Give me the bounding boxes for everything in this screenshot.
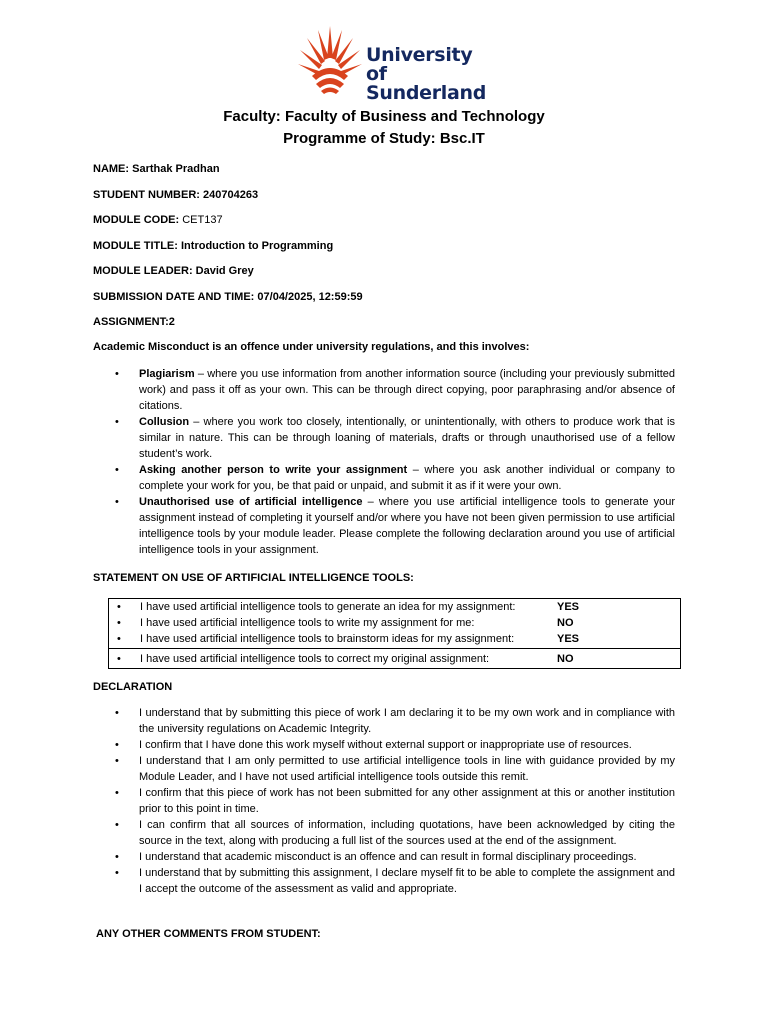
field-label: MODULE CODE: <box>93 214 180 226</box>
field-student-number <box>93 189 258 201</box>
item-term: Plagiarism <box>139 368 195 380</box>
item-text: – where you work too closely, intentionally, or unintentionally, with others to produce work that is similar in nature. This can be through loaning of materials, drafts or through unauthorised use of a fellow student’s work. <box>139 416 675 460</box>
list-item: • I understand that by submitting this piece of work I am declaring it to be my own work and in compliance with the university regulations on Academic Integrity. <box>93 705 675 737</box>
item-term: Unauthorised use of artificial intelligence <box>139 496 363 508</box>
bullet-icon: • <box>117 617 121 629</box>
field-label: MODULE LEADER: <box>93 265 193 277</box>
field-label: SUBMISSION DATE AND TIME: <box>93 291 255 303</box>
item-text: – where you use artificial intelligence tools to generate your assignment instead of completing it yourself and/or where you have not been given permission to use artificial intelligence tools by your module leader. Please complete the following declaration around you use of artificial intelligence tools in your assignment. <box>139 496 676 556</box>
field-module-code <box>93 214 223 226</box>
faculty-title: Faculty: Faculty of Business and Technology <box>223 108 545 125</box>
list-item: • I can confirm that all sources of information, including quotations, have been acknowledged by citing the source in the text, along with producing a full list of the sources used at the end of the assignment. <box>93 817 675 849</box>
list-item <box>93 414 675 462</box>
ai-statement-box <box>108 598 681 669</box>
field-value: Sarthak Pradhan <box>132 163 220 175</box>
ai-statement-heading: STATEMENT ON USE OF ARTIFICIAL INTELLIGENCE TOOLS: <box>93 572 414 584</box>
ai-row-answer: NO <box>557 617 574 629</box>
field-label: ASSIGNMENT:2 <box>93 316 175 328</box>
comments-heading: ANY OTHER COMMENTS FROM STUDENT: <box>96 928 321 940</box>
sunburst-logo-icon <box>298 24 362 94</box>
item-term: Collusion <box>139 416 190 428</box>
programme-title: Programme of Study: Bsc.IT <box>283 130 485 147</box>
item-text: – where you ask another individual or company to complete your work for you, be that paid or unpaid, and submit it as if it were your own. <box>139 464 676 492</box>
ai-row-answer: YES <box>557 633 580 645</box>
field-label: STUDENT NUMBER: <box>93 189 200 201</box>
bullet-icon: • <box>117 653 121 665</box>
ai-row-text: I have used artificial intelligence tools to write my assignment for me: <box>140 617 475 629</box>
bullet-icon: • <box>117 601 121 613</box>
field-name <box>93 163 220 175</box>
ai-row-text: I have used artificial intelligence tools to brainstorm ideas for my assignment: <box>140 633 515 645</box>
ai-row-answer: NO <box>557 653 574 665</box>
list-item <box>93 494 675 558</box>
field-label: MODULE TITLE: <box>93 240 178 252</box>
field-value: 07/04/2025, 12:59:59 <box>257 291 363 303</box>
misconduct-list <box>93 366 675 558</box>
field-label: NAME: <box>93 163 130 175</box>
bullet-icon: • <box>117 633 121 645</box>
list-item <box>93 366 675 414</box>
field-module-leader <box>93 265 254 277</box>
list-item: • I understand that academic misconduct is an offence and can result in formal disciplinary proceedings. <box>93 849 675 865</box>
list-item <box>93 462 675 494</box>
row-divider <box>109 648 680 649</box>
item-text: – where you use information from another information source (including your previously submitted work) and pass it off as your own. This can be through direct copying, poor paraphrasing and/or absence of citations. <box>139 368 675 412</box>
field-module-title <box>93 240 333 252</box>
field-value: David Grey <box>195 265 254 277</box>
field-value: 240704263 <box>203 189 259 201</box>
ai-row-text: I have used artificial intelligence tools to generate an idea for my assignment: <box>140 601 516 613</box>
item-term: Asking another person to write your assignment <box>139 464 408 476</box>
logo-line-2: Sunderland <box>366 82 487 104</box>
declaration-heading: DECLARATION <box>93 681 173 693</box>
university-logo <box>298 24 498 104</box>
field-value: Introduction to Programming <box>181 240 334 252</box>
list-item: • I confirm that this piece of work has not been submitted for any other assignment at this or another institution prior to this point in time. <box>93 785 675 817</box>
field-assignment <box>93 316 175 328</box>
list-item: • I understand that by submitting this assignment, I declare myself fit to be able to complete the assignment and I accept the outcome of the assessment as valid and appropriate. <box>93 865 675 897</box>
misconduct-intro: Academic Misconduct is an offence under university regulations, and this involves: <box>93 341 530 353</box>
declaration-list <box>93 705 675 897</box>
logo-line-1: University of <box>366 44 473 85</box>
list-item: • I confirm that I have done this work myself without external support or inappropriate use of resources. <box>93 737 675 753</box>
field-value: CET137 <box>182 214 223 226</box>
list-item: • I understand that I am only permitted to use artificial intelligence tools in line with guidance provided by my Module Leader, and I have not used artificial intelligence tools outside this remit. <box>93 753 675 785</box>
ai-row-text: I have used artificial intelligence tools to correct my original assignment: <box>140 653 490 665</box>
field-submission-date <box>93 291 363 303</box>
ai-row-answer: YES <box>557 601 580 613</box>
